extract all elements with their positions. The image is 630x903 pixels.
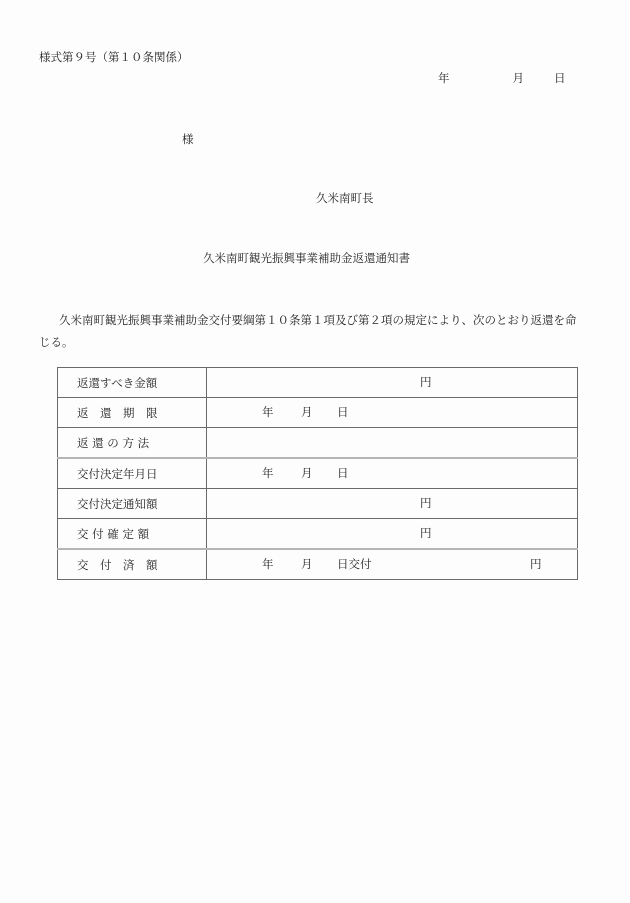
date-month: 月 [512, 71, 524, 85]
date-year: 年 [438, 71, 450, 85]
issuer: 久米南町長 [316, 191, 374, 205]
table-row [58, 398, 578, 428]
year-unit: 年 [262, 556, 274, 571]
row-label: 交付決定年月日 [58, 458, 207, 489]
year-unit: 年 [262, 465, 274, 480]
month-unit: 月 [301, 404, 313, 419]
addressee-suffix: 様 [182, 132, 194, 146]
day-unit: 日 [337, 465, 349, 480]
row-value [207, 549, 578, 580]
row-value [207, 398, 578, 428]
row-label: 返 還 の 方 法 [58, 428, 207, 459]
table-row [58, 428, 578, 459]
yen-unit: 円 [530, 556, 542, 571]
table-row [58, 458, 578, 489]
row-label: 返還すべき金額 [58, 368, 207, 398]
year-unit: 年 [262, 404, 274, 419]
row-value [207, 519, 578, 550]
return-details-table [57, 367, 578, 580]
row-value [207, 458, 578, 489]
month-unit: 月 [301, 556, 313, 571]
table-row [58, 489, 578, 519]
date-day: 日 [554, 71, 566, 85]
row-label: 交 付 確 定 額 [58, 519, 207, 550]
yen-unit: 円 [420, 525, 432, 540]
row-label: 返 還 期 限 [58, 398, 207, 428]
body-text: 久米南町観光振興事業補助金交付要綱第１０条第１項及び第２項の規定により、次のとおり返還を命じる。 [39, 313, 577, 349]
table-row [58, 519, 578, 550]
row-label: 交 付 済 額 [58, 549, 207, 580]
issue-date [438, 70, 566, 86]
row-label: 交付決定通知額 [58, 489, 207, 519]
form-number: 様式第９号（第１０条関係） [39, 50, 189, 64]
table-row [58, 368, 578, 398]
row-value [207, 428, 578, 459]
day-unit: 日 [337, 404, 349, 419]
yen-unit: 円 [420, 374, 432, 389]
row-value [207, 368, 578, 398]
table-row [58, 549, 578, 580]
yen-unit: 円 [420, 495, 432, 510]
row-value [207, 489, 578, 519]
month-unit: 月 [301, 465, 313, 480]
delivery-day-unit: 日交付 [337, 556, 372, 571]
document-title: 久米南町観光振興事業補助金返還通知書 [203, 251, 410, 265]
